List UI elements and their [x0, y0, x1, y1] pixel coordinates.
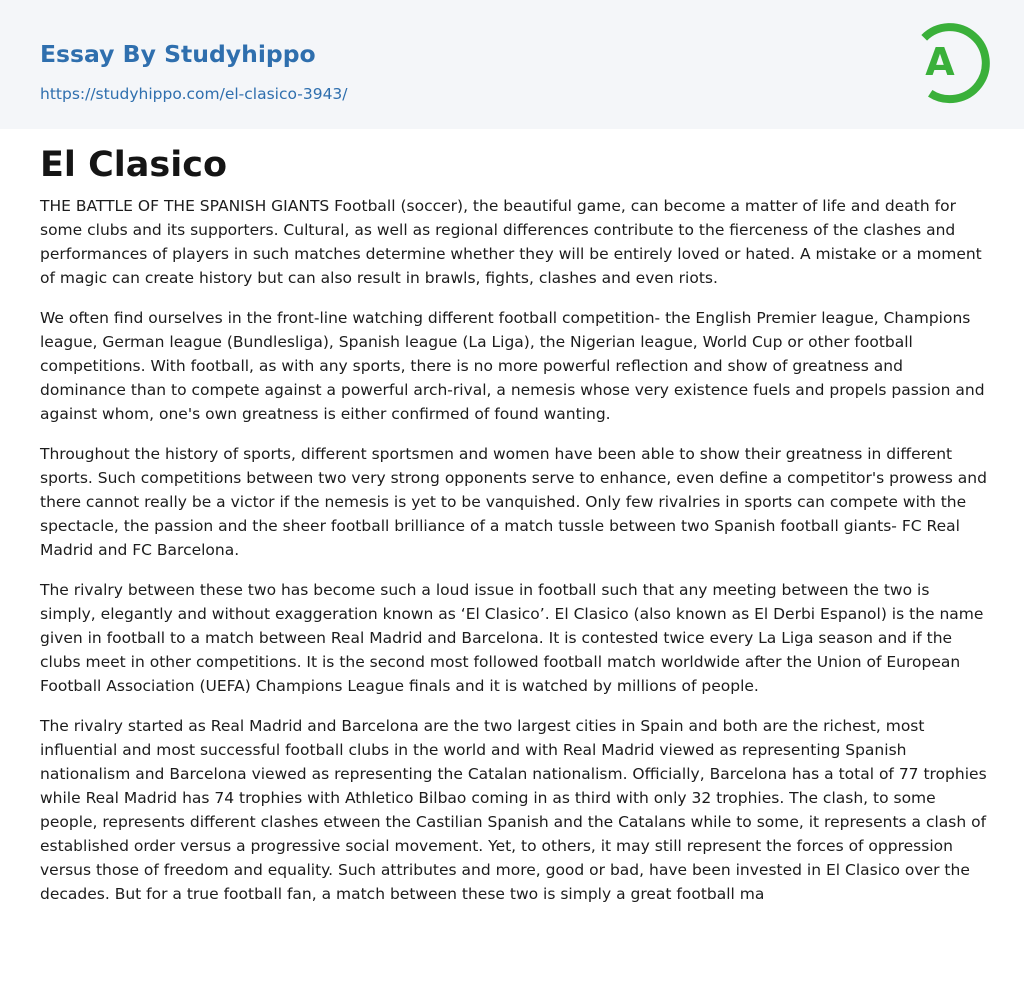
site-brand[interactable]: Essay By Studyhippo: [40, 40, 316, 68]
essay-paragraph-1: THE BATTLE OF THE SPANISH GIANTS Football (soccer), the beautiful game, can become a matter of life and death for some clubs and its supporters. Cultural, as well as regional differences contribute to the fierceness of the clashes and performances of players in such matches determine whether they will be entirely loved or hated. A mistake or a moment of magic can create history but can also result in brawls, fights, clashes and even riots.: [40, 197, 982, 287]
essay-body: [40, 194, 990, 922]
site-header: [0, 0, 1024, 129]
essay-paragraph-3: Throughout the history of sports, different sportsmen and women have been able to show their greatness in different sports. Such competitions between two very strong opponents serve to enhance, even define a competitor's prowess and there cannot really be a victor if the nemesis is yet to be vanquished. Only few rivalries in sports can compete with the spectacle, the passion and the sheer football brilliance of a match tussle between two Spanish football giants- FC Real Madrid and FC Barcelona.: [40, 445, 987, 559]
logo-ring-icon: [906, 18, 990, 108]
essay-paragraph-2: We often find ourselves in the front-line watching different football competition- the English Premier league, Champions league, German league (Bundlesliga), Spanish league (La Liga), the Nigerian league, World Cup or other football competitions. With football, as with any sports, there is no more powerful reflection and show of greatness and dominance than to compete against a powerful arch-rival, a nemesis whose very existence fuels and propels passion and against whom, one's own greatness is either confirmed of found wanting.: [40, 309, 985, 423]
essay-paragraph-4: The rivalry between these two has become such a loud issue in football such that any meeting between the two is simply, elegantly and without exaggeration known as ‘El Clasico’. El Clasico (also known as El Derbi Espanol) is the name given in football to a match between Real Madrid and Barcelona. It is contested twice every La Liga season and if the clubs meet in other competitions. It is the second most followed football match worldwide after the Union of European Football Association (UEFA) Champions League finals and it is watched by millions of people.: [40, 581, 984, 695]
essay-url-link[interactable]: https://studyhippo.com/el-clasico-3943/: [40, 85, 348, 103]
studyhippo-logo-icon[interactable]: [906, 18, 990, 108]
page-title: El Clasico: [40, 145, 228, 185]
essay-paragraph-5: The rivalry started as Real Madrid and Barcelona are the two largest cities in Spain and both are the richest, most influential and most successful football clubs in the world and with Real Madrid viewed as representing Spanish nationalism and Barcelona viewed as representing the Catalan nationalism. Officially, Barcelona has a total of 77 trophies while Real Madrid has 74 trophies with Athletico Bilbao coming in as third with only 32 trophies. The clash, to some people, represents different clashes etween the Castilian Spanish and the Catalans while to some, it represents a clash of established order versus a progressive social movement. Yet, to others, it may still represent the forces of oppression versus those of freedom and equality. Such attributes and more, good or bad, have been invested in El Clasico over the decades. But for a true football fan, a match between these two is simply a great football ma: [40, 717, 987, 903]
logo-letter: A: [925, 40, 955, 84]
